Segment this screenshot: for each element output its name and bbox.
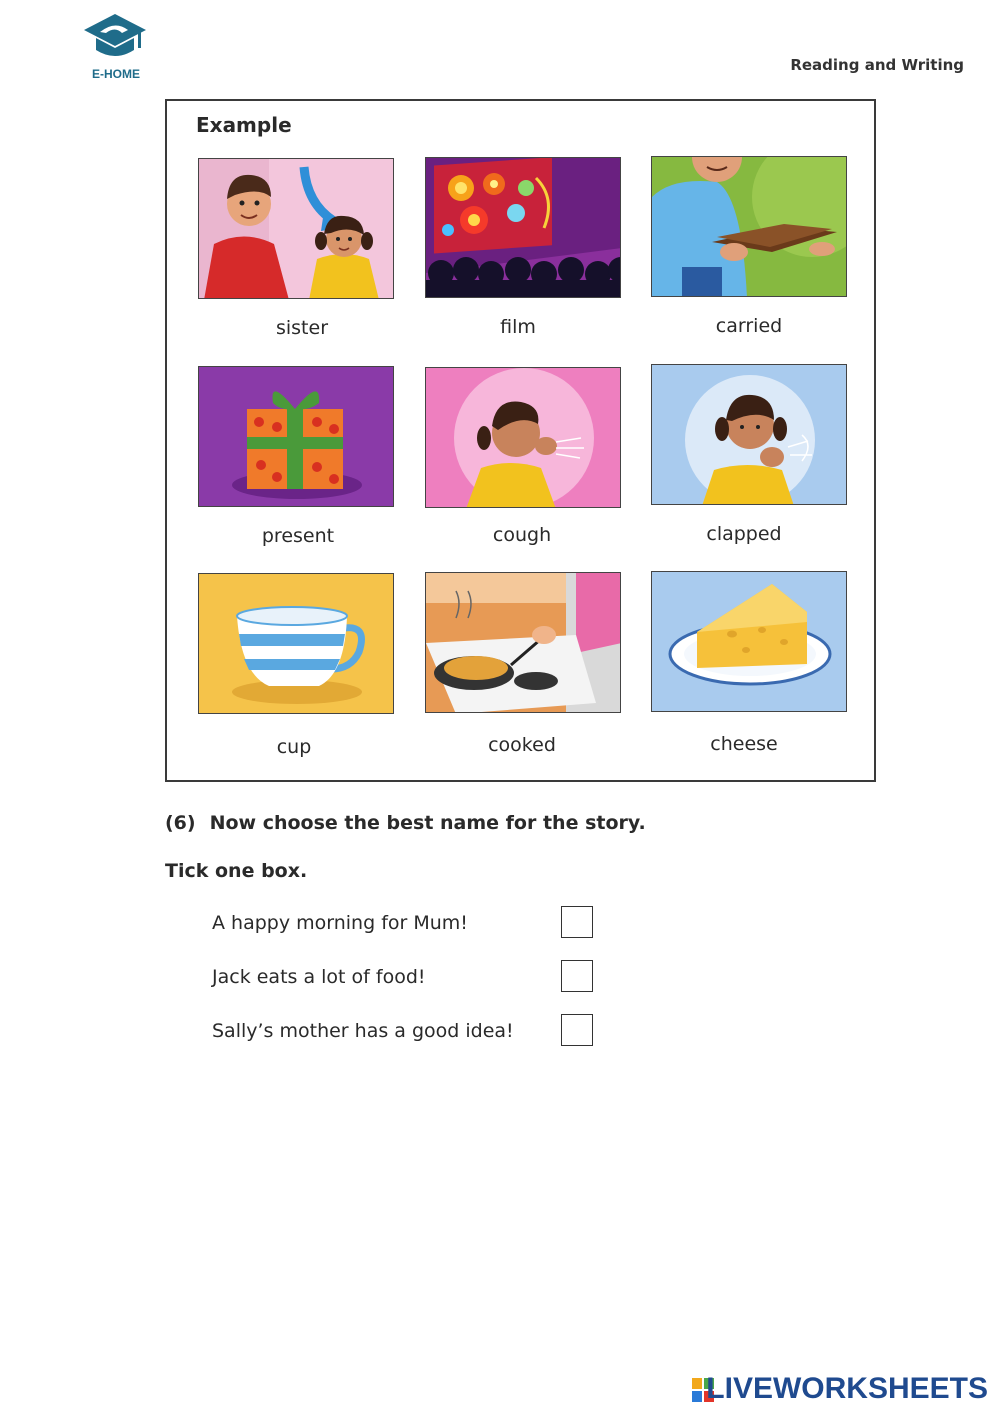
caption-cooked: cooked [488,734,556,756]
caption-sister: sister [275,317,329,339]
section-title: Reading and Writing [790,56,964,74]
present-picture [198,366,394,507]
example-label: Example [196,113,292,137]
option-label-2: Jack eats a lot of food! [212,966,426,988]
option-label-3: Sally’s mother has a good idea! [212,1020,514,1042]
sister-picture [198,158,394,299]
cooked-picture [425,572,621,713]
cheese-picture [651,571,847,712]
film-picture [425,157,621,298]
ehome-logo [80,12,150,87]
cough-picture [425,367,621,508]
ehome-logo-icon [82,12,148,64]
question-instruction: Tick one box. [165,860,308,882]
clapped-picture [651,364,847,505]
caption-film: film [500,316,536,338]
question-text: Now choose the best name for the story. [209,812,646,834]
cup-picture [198,573,394,714]
caption-present: present [261,525,335,547]
question-number: (6) [165,812,196,834]
tick-box-1[interactable] [561,906,593,938]
carried-picture [651,156,847,297]
tick-box-2[interactable] [561,960,593,992]
logo-text: E-HOME [92,67,140,81]
caption-clapped: clapped [706,523,782,545]
caption-cough: cough [492,524,552,546]
caption-cup: cup [276,736,312,758]
tick-box-3[interactable] [561,1014,593,1046]
option-label-1: A happy morning for Mum! [212,912,468,934]
caption-cheese: cheese [710,733,778,755]
caption-carried: carried [715,315,783,337]
question-heading [165,812,646,834]
liveworksheets-brand: LIVEWORKSHEETS [706,1372,988,1405]
